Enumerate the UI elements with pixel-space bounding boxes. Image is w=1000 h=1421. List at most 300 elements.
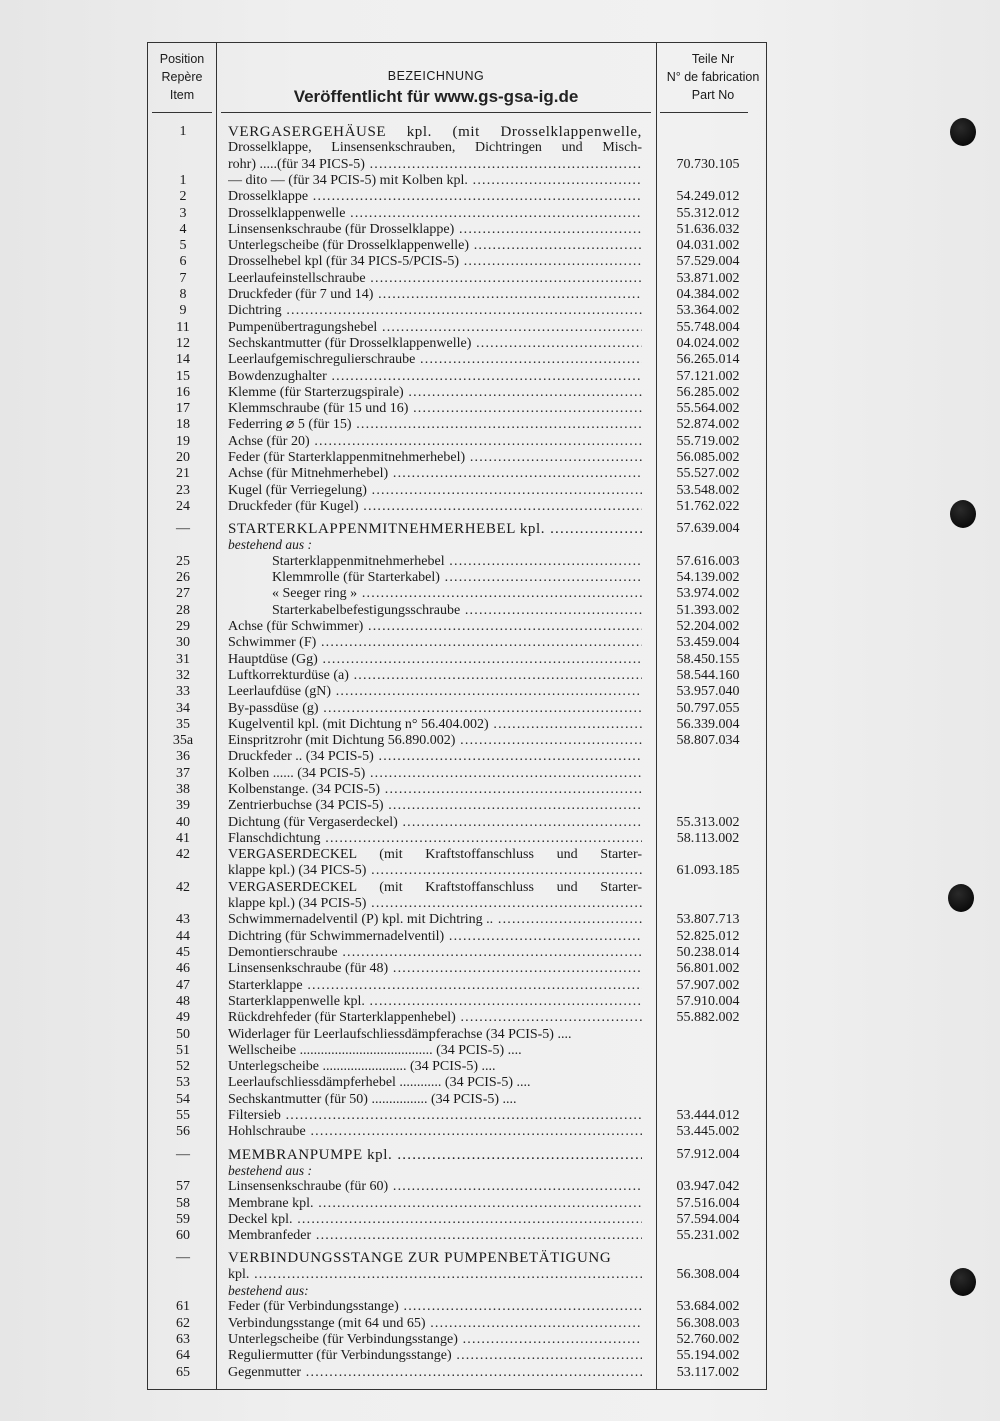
part-description	[228, 1179, 642, 1195]
position-number: 2	[179, 189, 187, 205]
position-number: 33	[176, 684, 190, 700]
position-number: 58	[176, 1195, 190, 1211]
position-number: 35	[176, 716, 190, 732]
table-row	[148, 798, 768, 814]
position-number: 53	[176, 1075, 190, 1091]
position-number: 38	[176, 782, 190, 797]
description-line: Klemme (für Starterzugspirale) .....	[228, 385, 642, 401]
table-row	[148, 1316, 768, 1332]
position-number: 17	[176, 401, 190, 417]
part-number: 53.957.040	[676, 684, 740, 700]
description-line: Wellscheibe ...................................... (34 PCIS-5) ....	[228, 1042, 522, 1058]
description-line: Reguliermutter (für Verbindungsstange) .....	[228, 1348, 642, 1364]
position-number: 51	[176, 1042, 190, 1058]
description-line: Einspritzrohr (mit Dichtung 56.890.002) .....	[228, 733, 642, 749]
position-number: 52	[176, 1059, 190, 1075]
table-row	[148, 652, 768, 668]
part-description	[228, 521, 642, 554]
part-description	[228, 1228, 642, 1244]
part-number: 53.871.002	[676, 270, 740, 286]
table-row	[148, 521, 768, 554]
description-line: Sechskantmutter (für 50) ................ (34 PCIS-5) ....	[228, 1091, 517, 1107]
part-number: 04.024.002	[676, 335, 740, 351]
table-row	[148, 1075, 768, 1091]
table-row	[148, 254, 768, 270]
table-row	[148, 1059, 768, 1075]
part-number: 58.807.034	[676, 733, 740, 749]
part-description	[272, 603, 642, 619]
position-number: 18	[176, 417, 190, 433]
table-row	[148, 320, 768, 336]
part-description	[228, 352, 642, 368]
part-number: 57.912.004	[676, 1146, 740, 1162]
table-row	[148, 1010, 768, 1026]
description-line: kpl. .....	[228, 1267, 642, 1283]
part-description	[228, 749, 642, 765]
part-number: 57.529.004	[676, 254, 740, 270]
part-description	[228, 961, 642, 977]
part-description	[228, 978, 642, 994]
table-row	[148, 1332, 768, 1348]
position-number: 37	[176, 765, 190, 781]
part-description	[228, 782, 642, 798]
part-number: 58.450.155	[676, 651, 740, 667]
table-row	[148, 912, 768, 928]
table-row	[148, 978, 768, 994]
table-row	[148, 1228, 768, 1244]
position-number: 20	[176, 450, 190, 465]
part-description	[228, 1299, 642, 1315]
table-row	[148, 385, 768, 401]
part-description	[228, 766, 642, 782]
part-header-fr: N° de fabrication	[666, 70, 760, 84]
description-line: Rückdrehfeder (für Starterklappenhebel) .....	[228, 1010, 642, 1026]
part-description	[228, 1092, 642, 1108]
description-line: Druckfeder .. (34 PCIS-5) .....	[228, 749, 642, 765]
table-row	[148, 880, 768, 913]
table-row	[148, 945, 768, 961]
description-line: VERGASERGEHÄUSE kpl. (mit Drosselklappenwelle,	[228, 124, 642, 140]
part-description	[228, 499, 642, 515]
position-number: 12	[176, 335, 190, 351]
part-number: 50.238.014	[676, 945, 740, 960]
part-description	[228, 847, 642, 880]
part-number: 55.882.002	[676, 1010, 740, 1026]
description-line: Drosselklappenwelle .....	[228, 206, 642, 222]
description-line: Deckel kpl. .....	[228, 1212, 642, 1228]
part-number: 53.974.002	[676, 586, 740, 602]
part-number: 56.308.004	[676, 1266, 740, 1282]
position-number: 31	[176, 651, 190, 667]
position-number: 4	[179, 221, 187, 237]
description-line: Schwimmer (F) .....	[228, 635, 642, 651]
part-number: 53.684.002	[676, 1299, 740, 1315]
part-description	[228, 684, 642, 700]
description-line: Drosselklappe .....	[228, 189, 642, 205]
table-row	[148, 434, 768, 450]
description-line: Leerlaufschliessdämpferhebel ............ (34 PCIS-5) ....	[228, 1075, 531, 1091]
part-number: 57.616.003	[676, 553, 740, 569]
table-row	[148, 603, 768, 619]
table-row	[148, 1299, 768, 1315]
table-row	[148, 782, 768, 798]
description-line: Feder (für Verbindungsstange) .....	[228, 1299, 642, 1315]
description-line: Bowdenzughalter .....	[228, 369, 642, 385]
part-number: 52.760.002	[676, 1331, 740, 1347]
bezeichnung-column-header: BEZEICHNUNG	[387, 69, 485, 83]
part-number: 57.594.004	[676, 1211, 740, 1227]
table-row	[148, 1179, 768, 1195]
description-line: Widerlager für Leerlaufschliessdämpferachse (34 PCIS-5) ....	[228, 1026, 572, 1042]
position-number: 8	[179, 287, 187, 302]
position-number: 27	[176, 586, 190, 602]
part-number: 56.265.014	[676, 352, 740, 368]
description-line: Achse (für 20) .....	[228, 434, 642, 450]
part-number: 54.249.012	[676, 189, 740, 205]
description-line: Pumpenübertragungshebel .....	[228, 320, 642, 336]
position-number: 56	[176, 1124, 190, 1140]
part-description	[228, 369, 642, 385]
part-number: 55.313.002	[676, 814, 740, 830]
table-row	[148, 554, 768, 570]
description-line: Kolben ...... (34 PCIS-5) .....	[228, 766, 642, 782]
table-row	[148, 222, 768, 238]
description-line: Starterkabelbefestigungsschraube .....	[272, 603, 642, 619]
table-row	[148, 749, 768, 765]
part-number: 53.807.713	[676, 912, 740, 928]
table-row	[148, 124, 768, 173]
table-row	[148, 483, 768, 499]
part-description	[228, 831, 642, 847]
part-description	[228, 945, 642, 961]
part-number: 53.117.002	[676, 1364, 740, 1380]
position-number: 59	[176, 1211, 190, 1227]
part-description	[228, 271, 642, 287]
part-number: 55.564.002	[676, 401, 740, 417]
table-row	[148, 1108, 768, 1124]
part-number: 55.231.002	[676, 1228, 740, 1244]
description-line: By-passdüse (g) .....	[228, 701, 642, 717]
position-number: 7	[179, 270, 187, 286]
part-description	[228, 1124, 642, 1140]
part-description	[228, 336, 642, 352]
table-row	[148, 717, 768, 733]
table-row	[148, 586, 768, 602]
position-number: 34	[176, 700, 190, 716]
position-number: 15	[176, 368, 190, 384]
description-line: Klemmrolle (für Starterkabel) .....	[272, 570, 642, 586]
description-line: — dito — (für 34 PCIS-5) mit Kolben kpl. .....	[228, 173, 642, 189]
description-line: Drosselklappe, Linsensenkschrauben, Dichtringen und Misch-	[228, 140, 642, 156]
part-number: 56.308.003	[676, 1315, 740, 1331]
part-description	[228, 815, 642, 831]
table-row	[148, 635, 768, 651]
part-number: 55.527.002	[676, 466, 740, 482]
part-number: 55.312.012	[676, 205, 740, 221]
description-line: Unterlegscheibe (für Drosselklappenwelle) .....	[228, 238, 642, 254]
position-number: 50	[176, 1026, 190, 1042]
part-number: 57.121.002	[676, 368, 740, 384]
position-number: 9	[179, 303, 187, 319]
part-header-en: Part No	[691, 88, 735, 102]
description-line: Sechskantmutter (für Drosselklappenwelle) .....	[228, 336, 642, 352]
part-description	[228, 929, 642, 945]
position-number: 42	[176, 879, 190, 895]
part-description	[228, 124, 642, 173]
position-number: 39	[176, 798, 190, 814]
position-header-de: Position	[159, 52, 205, 66]
description-line: klappe kpl.) (34 PCIS-5) .....	[228, 896, 642, 912]
description-line: VERGASERDECKEL (mit Kraftstoffanschluss und Starter-	[228, 879, 642, 895]
position-number: 54	[176, 1091, 190, 1107]
description-line: rohr) .....(für 34 PICS-5) .....	[228, 157, 642, 173]
position-number: 23	[176, 482, 190, 498]
part-number: 55.194.002	[676, 1348, 740, 1364]
part-description	[228, 1043, 642, 1059]
description-line: Unterlegscheibe ........................ (34 PCIS-5) ....	[228, 1059, 496, 1075]
part-number: 04.384.002	[676, 287, 740, 302]
part-description	[228, 1250, 642, 1299]
table-row	[148, 417, 768, 433]
position-header-fr: Repère	[161, 70, 203, 84]
description-line: Flanschdichtung .....	[228, 831, 642, 847]
position-number: 43	[176, 912, 190, 928]
part-header-de: Teile Nr	[691, 52, 735, 66]
part-number: 03.947.042	[676, 1179, 740, 1195]
table-row	[148, 815, 768, 831]
part-description	[228, 417, 642, 433]
description-line: « Seeger ring » .....	[272, 586, 642, 602]
table-row	[148, 766, 768, 782]
position-number: 1	[179, 124, 187, 139]
table-row	[148, 1196, 768, 1212]
position-number: 6	[179, 254, 187, 270]
description-line: Schwimmernadelventil (P) kpl. mit Dichtring .. .....	[228, 912, 642, 928]
position-number: 36	[176, 749, 190, 765]
table-row	[148, 303, 768, 319]
description-line: Drosselhebel kpl (für 34 PICS-5/PCIS-5) .....	[228, 254, 642, 270]
part-description	[228, 401, 642, 417]
table-row	[148, 668, 768, 684]
position-number: 48	[176, 993, 190, 1009]
table-row	[148, 1212, 768, 1228]
part-number: 04.031.002	[676, 238, 740, 254]
position-header-en: Item	[169, 88, 195, 102]
table-row	[148, 466, 768, 482]
position-number: 65	[176, 1364, 190, 1380]
part-number: 50.797.055	[676, 700, 740, 716]
table-row	[148, 1365, 768, 1381]
table-row	[148, 619, 768, 635]
part-number: 70.730.105	[676, 156, 740, 172]
position-number: —	[176, 521, 190, 537]
description-line: STARTERKLAPPENMITNEHMERHEBEL kpl. .....	[228, 521, 642, 537]
part-description	[228, 466, 642, 482]
position-number: —	[176, 1146, 190, 1162]
description-line: Klemmschraube (für 15 und 16) .....	[228, 401, 642, 417]
punch-hole	[950, 118, 976, 146]
table-row	[148, 189, 768, 205]
part-number: 56.801.002	[676, 961, 740, 977]
part-description	[228, 701, 642, 717]
position-number: 11	[176, 319, 190, 335]
position-number: 5	[179, 238, 187, 254]
description-line: Zentrierbuchse (34 PCIS-5) .....	[228, 798, 642, 814]
description-line: VERGASERDECKEL (mit Kraftstoffanschluss und Starter-	[228, 847, 642, 863]
table-row	[148, 701, 768, 717]
table-row	[148, 1348, 768, 1364]
table-row	[148, 1124, 768, 1140]
part-number: 56.085.002	[676, 450, 740, 465]
part-description	[228, 668, 642, 684]
table-row	[148, 1092, 768, 1108]
table-row	[148, 994, 768, 1010]
part-number: 57.639.004	[676, 521, 740, 537]
part-description	[228, 385, 642, 401]
table-row	[148, 287, 768, 303]
description-line: Kolbenstange. (34 PCIS-5) .....	[228, 782, 642, 798]
part-number: 56.285.002	[676, 384, 740, 400]
description-line: Linsensenkschraube (für 48) .....	[228, 961, 642, 977]
table-row	[148, 499, 768, 515]
position-number: 60	[176, 1228, 190, 1244]
table-row	[148, 173, 768, 189]
part-description	[228, 1027, 642, 1043]
description-line: Kugel (für Verriegelung) .....	[228, 483, 642, 499]
part-description	[228, 1147, 642, 1180]
part-number: 52.874.002	[676, 417, 740, 433]
part-description	[228, 450, 642, 466]
part-number: 61.093.185	[676, 863, 740, 879]
part-description	[228, 434, 642, 450]
part-description	[228, 254, 642, 270]
position-number: 41	[176, 830, 190, 846]
part-number: 51.636.032	[676, 221, 740, 237]
description-line: Dichtring .....	[228, 303, 642, 319]
description-line: Federring ⌀ 5 (für 15) .....	[228, 417, 642, 433]
part-description	[228, 1108, 642, 1124]
part-description	[228, 652, 642, 668]
position-number: 47	[176, 977, 190, 993]
part-description	[228, 189, 642, 205]
table-row	[148, 352, 768, 368]
part-description	[228, 733, 642, 749]
part-number: 53.548.002	[676, 482, 740, 498]
part-number: 52.204.002	[676, 619, 740, 634]
table-row	[148, 369, 768, 385]
description-line: Dichtring (für Schwimmernadelventil) .....	[228, 929, 642, 945]
table-row	[148, 450, 768, 466]
position-number: 14	[176, 352, 190, 368]
position-number: 57	[176, 1179, 190, 1195]
position-number: 49	[176, 1010, 190, 1026]
part-description	[228, 1316, 642, 1332]
part-description	[228, 880, 642, 913]
part-description	[228, 303, 642, 319]
table-row	[148, 733, 768, 749]
part-number: 58.113.002	[676, 830, 740, 846]
description-line: Druckfeder (für 7 und 14) .....	[228, 287, 642, 303]
position-number: 24	[176, 498, 190, 514]
description-line: Luftkorrekturdüse (a) .....	[228, 668, 642, 684]
table-row	[148, 847, 768, 880]
part-description	[228, 206, 642, 222]
description-line: Leerlaufdüse (gN) .....	[228, 684, 642, 700]
position-number: 40	[176, 814, 190, 830]
part-number: 58.544.160	[676, 667, 740, 683]
punch-hole	[948, 884, 974, 912]
part-number: 53.364.002	[676, 303, 740, 319]
description-line: Unterlegscheibe (für Verbindungsstange) .....	[228, 1332, 642, 1348]
description-line: Starterklappenwelle kpl. .....	[228, 994, 642, 1010]
table-row	[148, 570, 768, 586]
table-row	[148, 401, 768, 417]
description-line: Achse (für Mitnehmerhebel) .....	[228, 466, 642, 482]
part-number: 54.139.002	[676, 570, 740, 586]
description-line: Gegenmutter .....	[228, 1365, 642, 1381]
part-description	[228, 912, 642, 928]
position-number: 29	[176, 619, 190, 634]
part-description	[228, 483, 642, 499]
punch-hole	[950, 1268, 976, 1296]
description-line: Membrane kpl. .....	[228, 1196, 642, 1212]
description-line: Membranfeder .....	[228, 1228, 642, 1244]
description-line: Demontierschraube .....	[228, 945, 642, 961]
position-number: 63	[176, 1331, 190, 1347]
part-number: 55.719.002	[676, 433, 740, 449]
consists-of-label: bestehend aus:	[228, 1282, 309, 1298]
part-description	[228, 1365, 642, 1381]
part-number: 53.444.012	[676, 1108, 740, 1123]
description-line: Druckfeder (für Kugel) .....	[228, 499, 642, 515]
description-line: Starterklappe .....	[228, 978, 642, 994]
description-line: Linsensenkschraube (für Drosselklappe) .....	[228, 222, 642, 238]
position-number: 61	[176, 1299, 190, 1315]
description-line: Feder (für Starterklappenmitnehmerhebel) .....	[228, 450, 642, 466]
part-number: 51.762.022	[676, 498, 740, 514]
part-description	[228, 798, 642, 814]
position-number: 19	[176, 433, 190, 449]
part-number: 57.910.004	[676, 993, 740, 1009]
description-line: Dichtung (für Vergaserdeckel) .....	[228, 815, 642, 831]
part-number: 51.393.002	[676, 602, 740, 618]
consists-of-label: bestehend aus :	[228, 537, 312, 553]
part-number: 56.339.004	[676, 716, 740, 732]
part-description	[228, 635, 642, 651]
table-row	[148, 1147, 768, 1180]
description-line: Leerlaufgemischregulierschraube .....	[228, 352, 642, 368]
part-description	[228, 717, 642, 733]
table-row	[148, 238, 768, 254]
description-line: Hohlschraube .....	[228, 1124, 642, 1140]
part-description	[228, 619, 642, 635]
description-line: Achse (für Schwimmer) .....	[228, 619, 642, 635]
part-description	[228, 238, 642, 254]
part-number: 53.459.004	[676, 635, 740, 651]
table-row	[148, 831, 768, 847]
description-line: Verbindungsstange (mit 64 und 65) .....	[228, 1316, 642, 1332]
position-number: 21	[176, 466, 190, 482]
position-number: 42	[176, 847, 190, 863]
description-line: Linsensenkschraube (für 60) .....	[228, 1179, 642, 1195]
position-number: 55	[176, 1108, 190, 1123]
position-number: 45	[176, 945, 190, 960]
table-row	[148, 961, 768, 977]
part-description	[228, 287, 642, 303]
position-number: 3	[179, 205, 187, 221]
position-number: 62	[176, 1315, 190, 1331]
part-number: 57.516.004	[676, 1195, 740, 1211]
